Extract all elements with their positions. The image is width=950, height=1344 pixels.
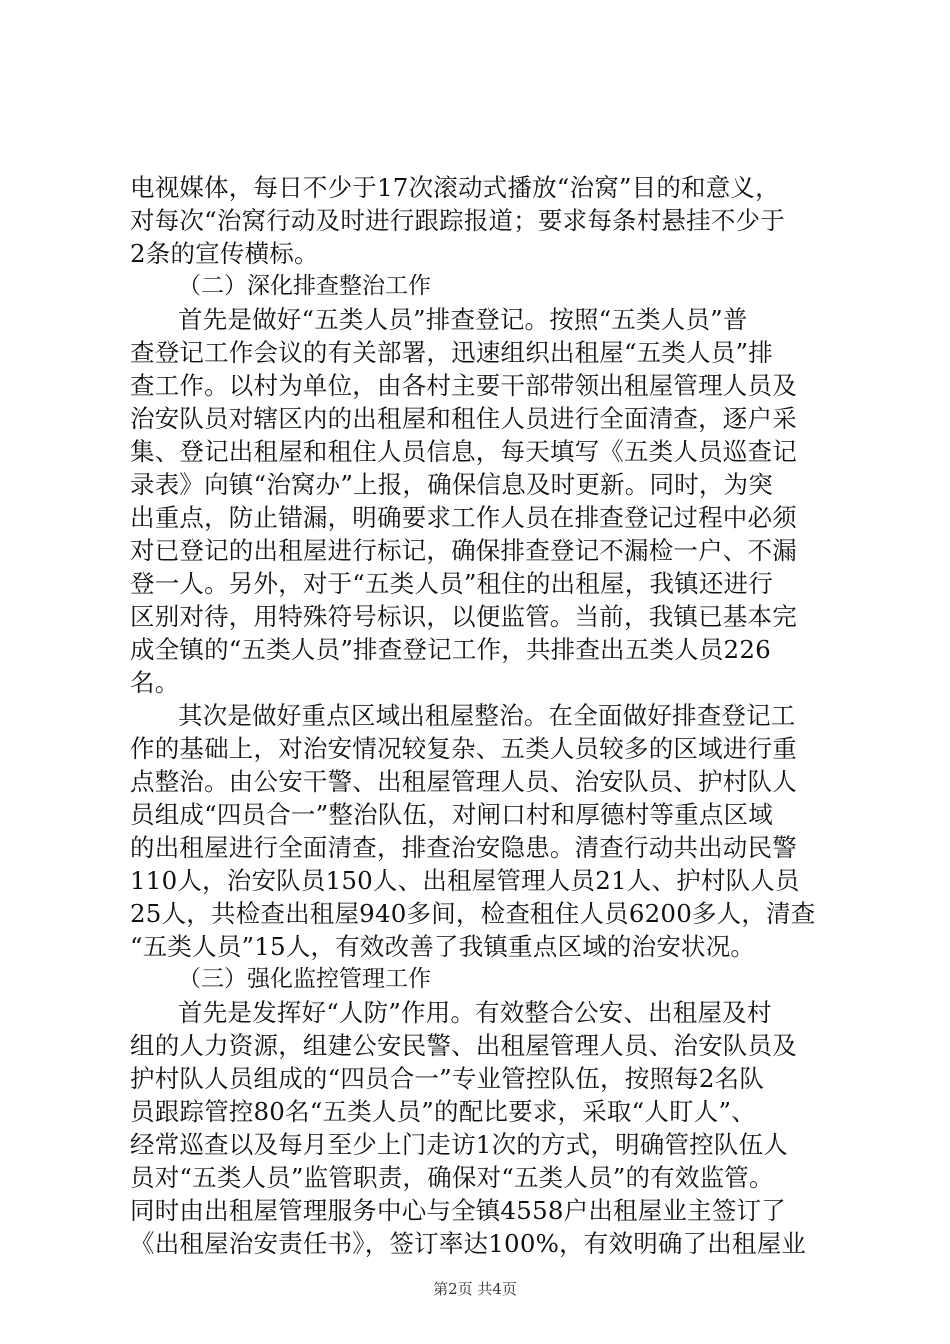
text-line: 对每次“治窝行动及时进行跟踪报道；要求每条村悬挂不少于 <box>130 206 785 235</box>
text-line: 名。 <box>130 668 180 697</box>
text-line: 护村队人员组成的“四员合一”专业管控队伍，按照每2名队 <box>130 1064 765 1093</box>
text-line: 作的基础上，对治安情况较复杂、五类人员较多的区域进行重 <box>130 734 797 763</box>
text-line: 查工作。以村为单位，由各村主要干部带领出租屋管理人员及 <box>130 371 797 400</box>
text-line: 员组成“四员合一”整治队伍，对闸口村和厚德村等重点区域 <box>130 800 773 829</box>
paragraph-start: 其次是做好重点区域出租屋整治。在全面做好排查登记工 <box>178 701 796 730</box>
text-line: 查登记工作会议的有关部署，迅速组织出租屋“五类人员”排 <box>130 338 773 367</box>
text-line: 2条的宣传横标。 <box>130 239 319 268</box>
text-line: 电视媒体，每日不少于17次滚动式播放“治窝”目的和意义， <box>130 173 780 202</box>
text-line: 25人，共检查出租屋940多间，检查租住人员6200多人，清查 <box>130 899 816 928</box>
text-line: 区别对待，用特殊符号标识，以便监管。当前，我镇已基本完 <box>130 602 797 631</box>
text-line: 组的人力资源，组建公安民警、出租屋管理人员、治安队员及 <box>130 1031 797 1060</box>
section-heading-3: （三）强化监控管理工作 <box>178 966 431 992</box>
text-line: 集、登记出租屋和租住人员信息，每天填写《五类人员巡查记 <box>130 437 797 466</box>
document-body <box>130 171 830 1260</box>
text-line: 对已登记的出租屋进行标记，确保排查登记不漏检一户、不漏 <box>130 536 797 565</box>
text-line: 成全镇的“五类人员”排查登记工作，共排查出五类人员226 <box>130 635 771 664</box>
text-line: 的出租屋进行全面清查，排查治安隐患。清查行动共出动民警 <box>130 833 797 862</box>
text-line: 录表》向镇“治窝办”上报，确保信息及时更新。同时，为突 <box>130 470 773 499</box>
text-line: 登一人。另外，对于“五类人员”租住的出租屋，我镇还进行 <box>130 569 773 598</box>
text-line: 治安队员对辖区内的出租屋和租住人员进行全面清查，逐户采 <box>130 404 797 433</box>
text-line: 员跟踪管控80名“五类人员”的配比要求，采取“人盯人”、 <box>130 1097 756 1126</box>
text-line: 同时由出租屋管理服务中心与全镇4558户出租屋业主签订了 <box>130 1196 786 1225</box>
text-line: “五类人员”15人，有效改善了我镇重点区域的治安状况。 <box>130 932 756 961</box>
paragraph-start: 首先是做好“五类人员”排查登记。按照“五类人员”普 <box>178 305 748 334</box>
text-line: 经常巡查以及每月至少上门走访1次的方式，明确管控队伍人 <box>130 1130 788 1159</box>
text-line: 出重点，防止错漏，明确要求工作人员在排查登记过程中必须 <box>130 503 797 532</box>
text-line: 《出租屋治安责任书》，签订率达100%，有效明确了出租屋业 <box>130 1229 807 1258</box>
page-number: 第2页 共4页 <box>433 1280 517 1298</box>
text-line: 员对“五类人员”监管职责，确保对“五类人员”的有效监管。 <box>130 1163 774 1192</box>
paragraph-start: 首先是发挥好“人防”作用。有效整合公安、出租屋及村 <box>178 998 772 1027</box>
section-heading-2: （二）深化排查整治工作 <box>178 273 431 299</box>
text-line: 110人，治安队员150人、出租屋管理人员21人、护村队人员 <box>130 866 800 895</box>
text-line: 点整治。由公安干警、出租屋管理人员、治安队员、护村队人 <box>130 767 797 796</box>
